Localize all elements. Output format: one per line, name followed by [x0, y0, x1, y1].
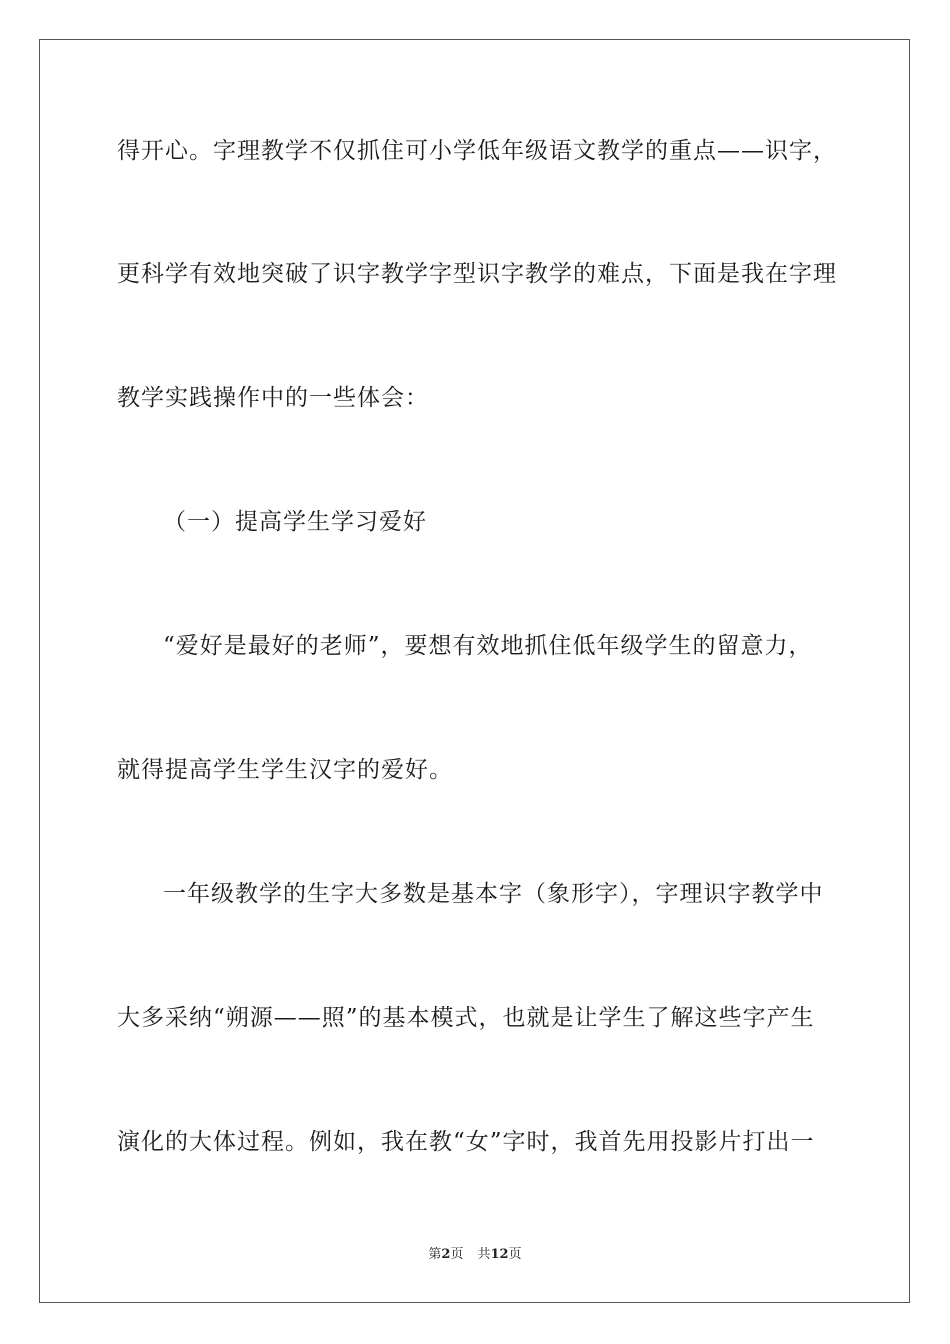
text-line-5: “爱好是最好的老师”，要想有效地抓住低年级学生的留意力， [163, 633, 813, 659]
page-border [39, 39, 910, 1303]
page-prefix: 第 [428, 1247, 442, 1262]
section-heading: （一）提高学生学习爱好 [163, 509, 427, 535]
text-line-6: 就得提高学生学生汉字的爱好。 [117, 757, 453, 783]
page-footer [0, 1247, 950, 1263]
total-prefix: 共 [477, 1247, 491, 1262]
text-line-7: 一年级教学的生字大多数是基本字（象形字），字理识字教学中 [163, 881, 824, 907]
total-pages: 12 [490, 1247, 509, 1262]
page-number: 2 [441, 1247, 451, 1262]
text-line-1: 得开心。字理教学不仅抓住可小学低年级语文教学的重点——识字， [117, 138, 837, 164]
text-line-2: 更科学有效地突破了识字教学字型识字教学的难点，下面是我在字理 [117, 261, 837, 287]
total-suffix: 页 [508, 1247, 522, 1262]
text-line-9: 演化的大体过程。例如，我在教“女”字时，我首先用投影片打出一 [117, 1129, 815, 1155]
text-line-3: 教学实践操作中的一些体会： [117, 385, 429, 411]
text-line-8: 大多采纳“朔源——照”的基本模式，也就是让学生了解这些字产生 [117, 1005, 815, 1031]
page-suffix: 页 [450, 1247, 464, 1262]
